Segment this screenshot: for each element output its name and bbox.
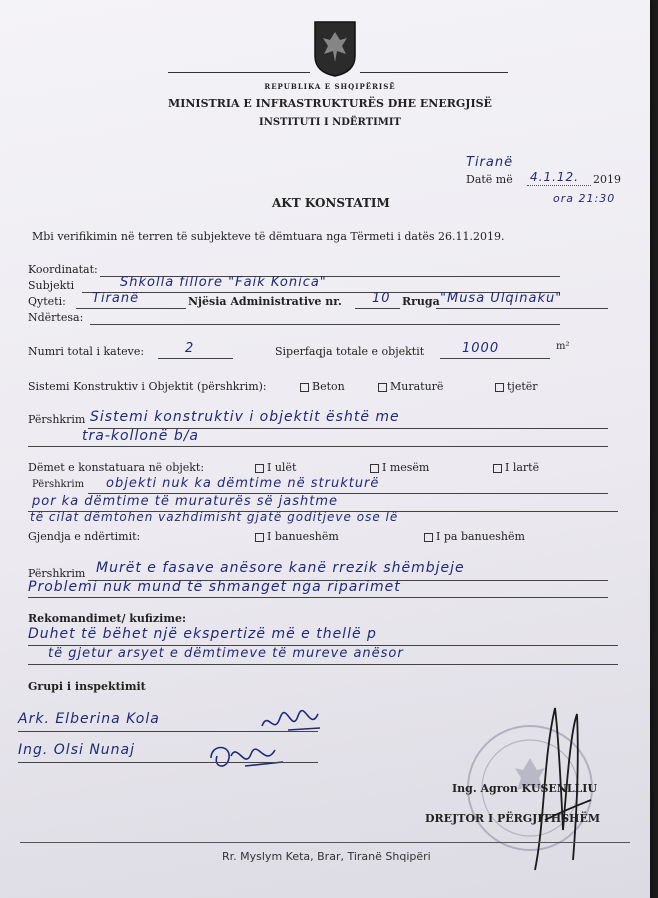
system-label: Sistemi Konstruktiv i Objektit (përshkrim):	[28, 380, 267, 393]
damage-option-low[interactable]: I ulët	[255, 461, 296, 474]
date-time: ora 21:30	[553, 192, 616, 205]
director-name: Ing. Agron KUSENLLIU	[452, 782, 598, 795]
inspection-label: Grupi i inspektimit	[28, 680, 146, 693]
signature-member1-icon	[258, 706, 328, 742]
system-pershkrim-label: Përshkrim	[28, 413, 86, 426]
damage-description-line3: të cilat dëmtohen vazhdimisht gjatë goditjeve ose lë	[30, 510, 399, 524]
area-unit: m²	[556, 341, 570, 352]
rruga-value: "Musa Ulqinaku"	[440, 291, 563, 306]
director-title: DREJTOR I PËRGJITHSHËM	[425, 812, 601, 825]
siperfaqja-value: 1000	[462, 341, 500, 356]
condition-pershkrim-label: Përshkrim	[28, 567, 86, 580]
damage-low-checkbox[interactable]	[255, 464, 264, 473]
beton-checkbox[interactable]	[300, 383, 309, 392]
siperfaqja-label: Siperfaqja totale e objektit	[275, 345, 425, 358]
damage-description-line1: objekti nuk ka dëmtime në strukturë	[106, 476, 380, 491]
recommendations-line1: Duhet të bëhet një ekspertizë më e thellë p	[28, 626, 377, 642]
document-title: AKT KONSTATIM	[272, 196, 390, 210]
qyteti-label: Qyteti:	[28, 295, 66, 308]
tjeter-checkbox[interactable]	[495, 383, 504, 392]
muratur-checkbox[interactable]	[378, 383, 387, 392]
damage-medium-checkbox[interactable]	[370, 464, 379, 473]
date-city: Tiranë	[466, 155, 514, 170]
habitable-checkbox[interactable]	[255, 533, 264, 542]
ministry-heading: MINISTRIA E INFRASTRUKTURËS DHE ENERGJISË	[168, 97, 492, 110]
condition-description-line2: Problemi nuk mund të shmanget nga riparimet	[28, 579, 401, 595]
damage-pershkrim-label: Përshkrim	[32, 479, 85, 490]
damage-label: Dëmet e konstatuara në objekt:	[28, 461, 205, 474]
footer-address: Rr. Myslym Keta, Brar, Tiranë Shqipëri	[222, 850, 431, 863]
system-option-muratur[interactable]: Muraturë	[378, 380, 443, 393]
njesia-label: Njësia Administrative nr.	[188, 295, 342, 308]
date-label: Datë më	[466, 173, 513, 186]
date-value: 4.1.12.	[530, 170, 579, 184]
system-description-line1: Sistemi konstruktiv i objektit është me	[90, 409, 400, 425]
signature-member2-icon	[205, 738, 287, 776]
ndertesa-label: Ndërtesa:	[28, 311, 84, 324]
condition-label: Gjendja e ndërtimit:	[28, 530, 141, 543]
condition-option-not-habitable[interactable]: I pa banueshëm	[424, 530, 525, 543]
system-option-beton[interactable]: Beton	[300, 380, 345, 393]
inspection-member2: Ing. Olsi Nunaj	[18, 742, 136, 758]
system-description-line2: tra-kollonë b/a	[82, 428, 200, 444]
kate-value: 2	[185, 341, 195, 356]
qyteti-value: Tiranë	[92, 291, 140, 306]
damage-option-high[interactable]: I lartë	[493, 461, 539, 474]
institute-heading: INSTITUTI I NDËRTIMIT	[259, 117, 401, 128]
njesia-value: 10	[372, 291, 391, 306]
system-option-tjeter[interactable]: tjetër	[495, 380, 538, 393]
damage-high-checkbox[interactable]	[493, 464, 502, 473]
recommendations-label: Rekomandimet/ kufizime:	[28, 612, 187, 625]
republic-heading: REPUBLIKA E SHQIPËRISË	[264, 82, 396, 91]
recommendations-line2: të gjetur arsyet e dëmtimeve të mureve anësor	[48, 646, 404, 661]
intro-text: Mbi verifikimin në terren të subjekteve të dëmtuara nga Tërmeti i datës 26.11.2019.	[32, 230, 505, 243]
date-year: 2019	[593, 173, 621, 186]
condition-description-line1: Murët e fasave anësore kanë rrezik shëmbjeje	[96, 560, 465, 576]
inspection-member1: Ark. Elberina Kola	[18, 711, 160, 727]
kate-label: Numri total i kateve:	[28, 345, 145, 358]
koordinatat-label: Koordinatat:	[28, 263, 98, 276]
subjekti-value: Shkolla fillore "Faik Konica"	[120, 275, 327, 290]
condition-option-habitable[interactable]: I banueshëm	[255, 530, 339, 543]
rruga-label: Rruga	[402, 295, 440, 308]
damage-description-line2: por ka dëmtime të muraturës së jashtme	[32, 494, 339, 509]
coat-of-arms-icon	[313, 20, 357, 78]
not-habitable-checkbox[interactable]	[424, 533, 433, 542]
subjekti-label: Subjekti	[28, 279, 75, 292]
damage-option-medium[interactable]: I mesëm	[370, 461, 429, 474]
